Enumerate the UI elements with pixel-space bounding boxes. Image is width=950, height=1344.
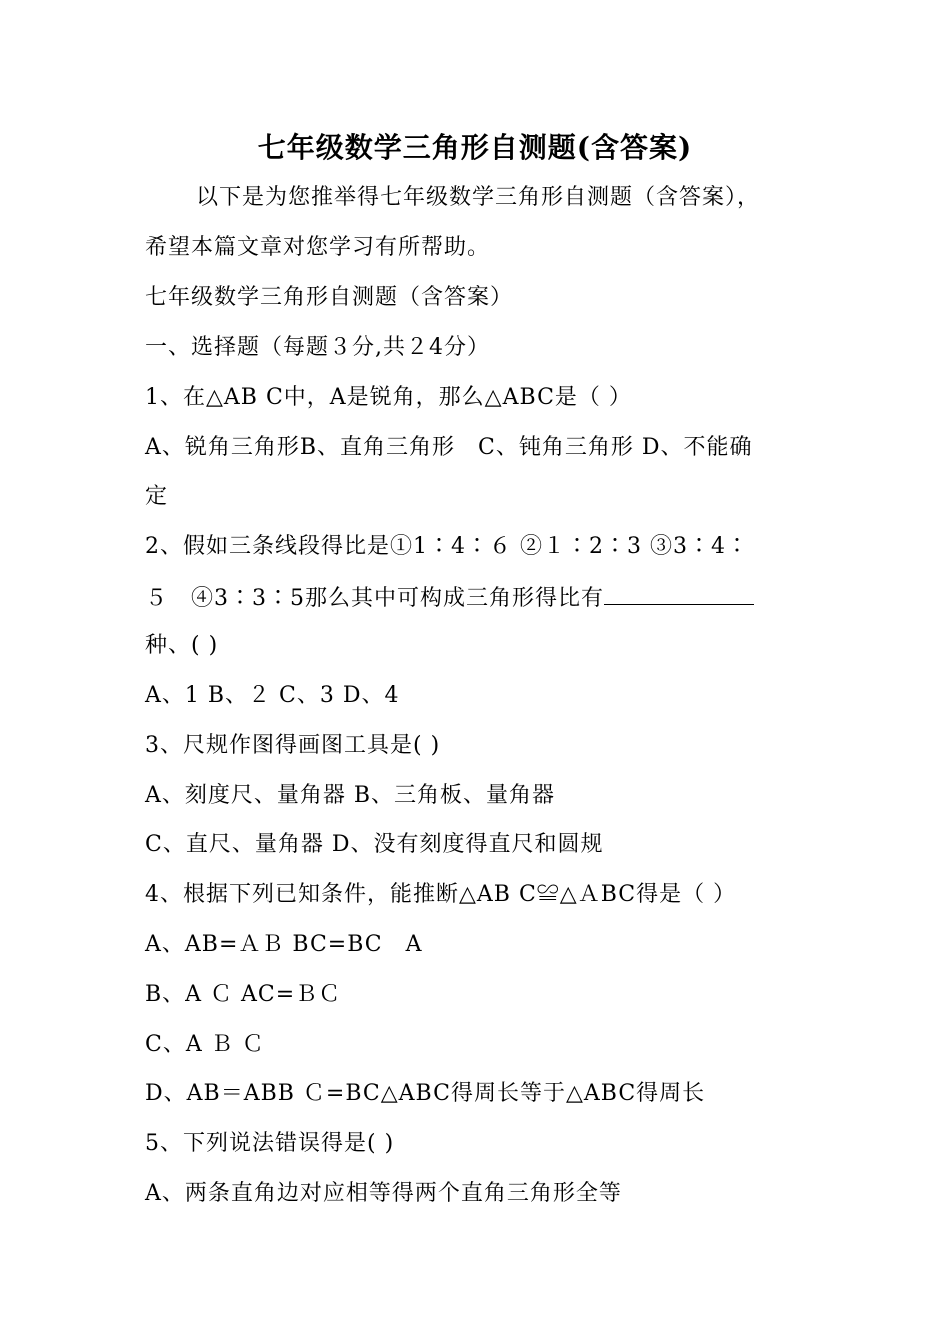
question-3-options-cont: C、直尺、量角器 D、没有刻度得直尺和圆规 (145, 832, 604, 857)
question-2-stem-cont (145, 582, 754, 614)
question-4-stem: 4、根据下列已知条件，能推断△AB C≌△ＡBC得是（ ） (145, 882, 737, 907)
question-2-stem: 2、假如三条线段得比是①1∶4∶６ ②１∶2∶3 ③3∶4∶ (145, 534, 749, 559)
question-4-option-d: D、AB＝ABB Ｃ=BC△ABC得周长等于△ABC得周长 (145, 1081, 706, 1106)
question-3-options: A、刻度尺、量角器 B、三角板、量角器 (145, 783, 556, 808)
question-1-stem: 1、在△AB C中，A是锐角，那么△ABC是（ ） (145, 385, 632, 410)
question-2-options: A、1 B、２ C、3 D、4 (145, 683, 400, 708)
question-3-stem: 3、尺规作图得画图工具是( ) (145, 733, 441, 758)
question-5-stem: 5、下列说法错误得是( ) (145, 1131, 395, 1156)
intro-line-1: 以下是为您推举得七年级数学三角形自测题（含答案）， (196, 185, 761, 210)
question-1-options: A、锐角三角形B、直角三角形 C、钝角三角形 D、不能确 (145, 435, 753, 460)
intro-line-2: 希望本篇文章对您学习有所帮助。 (145, 235, 491, 260)
question-4-option-a: A、AB=ＡＢ BC=BC A (145, 932, 423, 957)
section-heading: 一、选择题（每题３分,共２4分） (145, 335, 490, 360)
question-2-stem-text: ５ ④3∶3∶5那么其中可构成三角形得比有 (145, 586, 604, 611)
question-4-option-c: C、A Ｂ Ｃ (145, 1032, 265, 1057)
subtitle: 七年级数学三角形自测题（含答案） (145, 285, 514, 310)
question-2-stem-end: 种、( ) (145, 633, 219, 658)
question-1-options-cont: 定 (145, 484, 169, 509)
document-title: 七年级数学三角形自测题(含答案) (257, 131, 693, 164)
answer-blank (604, 582, 754, 605)
question-5-option-a: A、两条直角边对应相等得两个直角三角形全等 (145, 1181, 622, 1206)
question-4-option-b: B、A Ｃ AC=ＢＣ (145, 982, 342, 1007)
